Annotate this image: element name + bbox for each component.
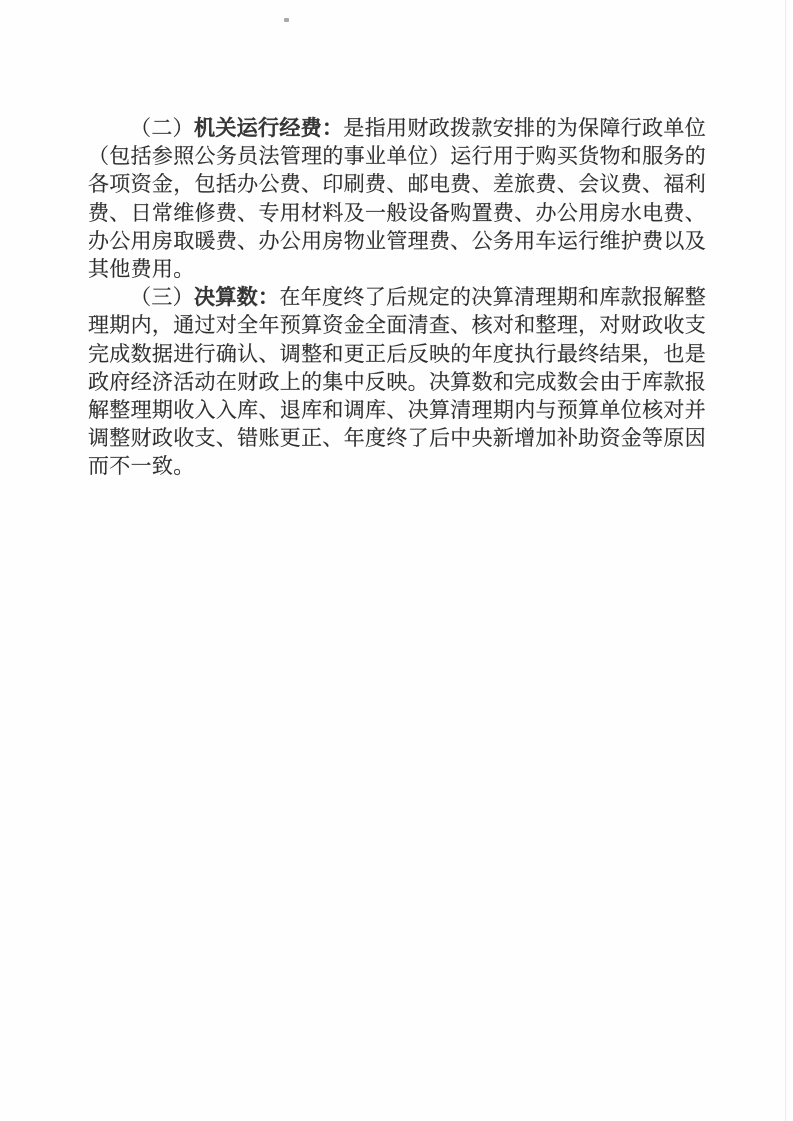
paragraph-term: 机关运行经费： [194,116,344,140]
paragraph-text: 是指用财政拨款安排的为保障行政单位（包括参照公务员法管理的事业单位）运行用于购买货物和服务的各项资金，包括办公费、印刷费、邮电费、差旅费、会议费、福利费、日常维修费、专用材料及一般设备购置费、办公用房水电费、办公用房取暖费、办公用房物业管理费、公务用车运行维护费以及其他费用。 [88,116,706,282]
document-body-text [88,114,706,481]
scan-artifact-speck [284,18,289,22]
paragraph-number: （二） [130,116,195,140]
paragraph-number: （三） [130,285,195,310]
paragraph-item-3 [88,283,706,480]
paragraph-item-2 [88,114,706,283]
scan-edge-line [785,0,786,1121]
paragraph-term: 决算数： [194,285,280,310]
paragraph-text: 在年度终了后规定的决算清理期和库款报解整理期内，通过对全年预算资金全面清查、核对和整理，对财政收支完成数据进行确认、调整和更正后反映的年度执行最终结果，也是政府经济活动在财政上的集中反映。决算数和完成数会由于库款报解整理期收入入库、退库和调库、决算清理期内与预算单位核对并调整财政收支、错账更正、年度终了后中央新增加补助资金等原因而不一致。 [88,285,707,479]
